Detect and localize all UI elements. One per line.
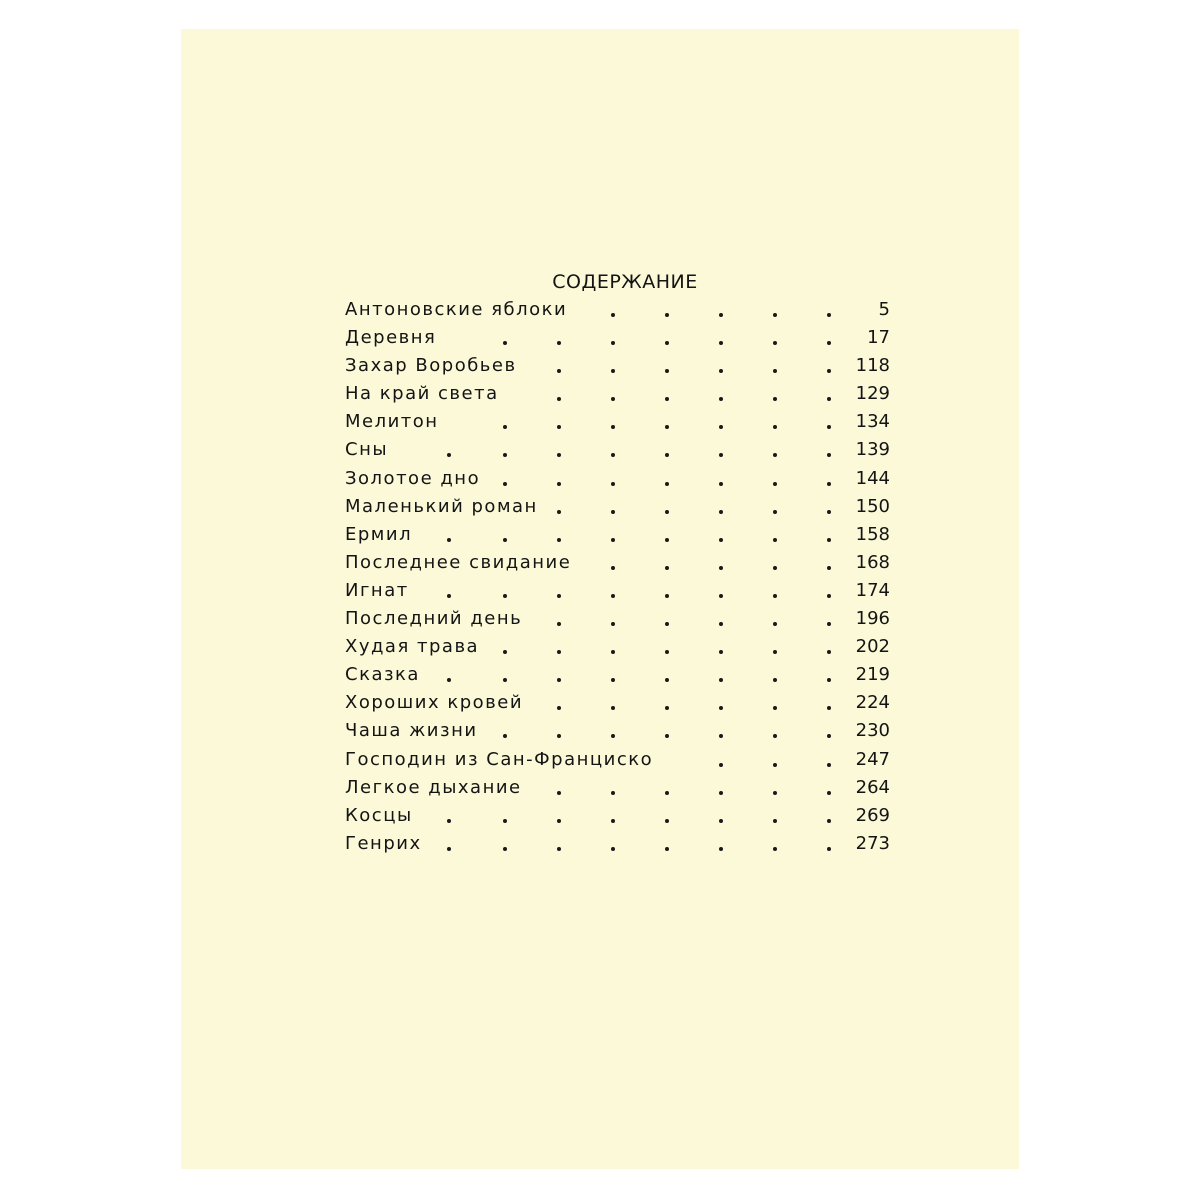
leader-dot (827, 453, 831, 457)
leader-dot (557, 847, 561, 851)
leader-dot (503, 482, 507, 486)
entry-title: Ермил (345, 523, 413, 545)
leader-dot (503, 847, 507, 851)
leader-dot (773, 397, 777, 401)
toc-entry (345, 493, 890, 521)
entry-page-number: 264 (855, 776, 890, 798)
leader-dot (773, 538, 777, 542)
leader-dot (827, 369, 831, 373)
leader-dot (665, 734, 669, 738)
leader-dot (827, 425, 831, 429)
entry-title: Захар Воробьев (345, 355, 517, 377)
leader-dot (557, 538, 561, 542)
leader-dot (719, 313, 723, 317)
entry-page-number: 230 (855, 720, 890, 742)
entry-page-number: 174 (855, 579, 890, 601)
leader-dot (827, 819, 831, 823)
leader-dot (503, 538, 507, 542)
leader-dot (447, 847, 451, 851)
leader-dot (611, 734, 615, 738)
entry-title: Легкое дыхание (345, 776, 522, 798)
toc-entry (345, 605, 890, 633)
leader-dot (719, 566, 723, 570)
leader-dot (665, 510, 669, 514)
leader-dot (557, 510, 561, 514)
entry-title: Чаша жизни (345, 720, 478, 742)
leader-dot (827, 706, 831, 710)
leader-dot (503, 425, 507, 429)
entry-title: Золотое дно (345, 467, 481, 489)
toc-entry (345, 689, 890, 717)
leader-dot (611, 819, 615, 823)
leader-dot (665, 706, 669, 710)
entry-page-number: 158 (855, 523, 890, 545)
leader-dot (719, 650, 723, 654)
entry-title: Маленький роман (345, 495, 538, 517)
leader-dot (503, 734, 507, 738)
leader-dot (557, 341, 561, 345)
toc-entry (345, 802, 890, 830)
leader-dot (773, 566, 777, 570)
entry-title: Сказка (345, 664, 420, 686)
leader-dot (773, 622, 777, 626)
leader-dot (665, 482, 669, 486)
leader-dot (557, 482, 561, 486)
entry-page-number: 219 (855, 664, 890, 686)
leader-dot (773, 453, 777, 457)
leader-dot (557, 734, 561, 738)
leader-dot (773, 650, 777, 654)
leader-dot (773, 594, 777, 598)
entry-page-number: 134 (855, 411, 890, 433)
toc-entry (345, 661, 890, 689)
leader-dot (611, 369, 615, 373)
leader-dot (665, 819, 669, 823)
leader-dot (773, 425, 777, 429)
leader-dot (611, 678, 615, 682)
dot-leader (345, 577, 840, 605)
entry-title: На край света (345, 383, 499, 405)
leader-dot (827, 763, 831, 767)
leader-dot (447, 594, 451, 598)
leader-dot (611, 313, 615, 317)
leader-dot (773, 482, 777, 486)
leader-dot (773, 678, 777, 682)
leader-dot (447, 819, 451, 823)
leader-dot (719, 706, 723, 710)
dot-leader (345, 521, 840, 549)
entry-page-number: 269 (855, 804, 890, 826)
leader-dot (773, 369, 777, 373)
entry-page-number: 150 (855, 495, 890, 517)
leader-dot (719, 425, 723, 429)
leader-dot (827, 678, 831, 682)
leader-dot (611, 594, 615, 598)
entry-page-number: 196 (855, 608, 890, 630)
leader-dot (557, 650, 561, 654)
entry-page-number: 224 (855, 692, 890, 714)
leader-dot (665, 594, 669, 598)
leader-dot (611, 847, 615, 851)
entry-title: Хороших кровей (345, 692, 524, 714)
entry-page-number: 129 (855, 383, 890, 405)
leader-dot (557, 425, 561, 429)
leader-dot (557, 791, 561, 795)
entry-page-number: 139 (855, 439, 890, 461)
leader-dot (773, 847, 777, 851)
leader-dot (719, 678, 723, 682)
leader-dot (503, 678, 507, 682)
leader-dot (665, 678, 669, 682)
leader-dot (665, 791, 669, 795)
leader-dot (719, 482, 723, 486)
leader-dot (827, 791, 831, 795)
leader-dot (447, 453, 451, 457)
leader-dot (665, 566, 669, 570)
leader-dot (719, 594, 723, 598)
leader-dot (503, 594, 507, 598)
toc-entry (345, 324, 890, 352)
entry-page-number: 273 (855, 832, 890, 854)
entry-title: Господин из Сан-Франциско (345, 748, 654, 770)
entry-page-number: 168 (855, 551, 890, 573)
entry-title: Сны (345, 439, 389, 461)
leader-dot (665, 538, 669, 542)
leader-dot (827, 538, 831, 542)
leader-dot (665, 369, 669, 373)
leader-dot (611, 341, 615, 345)
leader-dot (611, 482, 615, 486)
leader-dot (503, 453, 507, 457)
dot-leader (345, 436, 840, 464)
leader-dot (827, 847, 831, 851)
leader-dot (503, 341, 507, 345)
leader-dot (557, 594, 561, 598)
leader-dot (557, 397, 561, 401)
entry-page-number: 247 (855, 748, 890, 770)
leader-dot (773, 819, 777, 823)
toc-entry (345, 549, 890, 577)
leader-dot (719, 369, 723, 373)
leader-dot (773, 791, 777, 795)
leader-dot (719, 847, 723, 851)
leader-dot (665, 622, 669, 626)
leader-dot (611, 791, 615, 795)
entry-title: Косцы (345, 804, 413, 826)
leader-dot (827, 341, 831, 345)
leader-dot (719, 734, 723, 738)
leader-dot (557, 369, 561, 373)
leader-dot (557, 819, 561, 823)
leader-dot (827, 510, 831, 514)
entry-page-number: 5 (878, 299, 890, 320)
leader-dot (719, 397, 723, 401)
toc-entry (345, 746, 890, 774)
toc-entry (345, 352, 890, 380)
leader-dot (773, 763, 777, 767)
leader-dot (719, 791, 723, 795)
toc-entry (345, 296, 890, 324)
entry-page-number: 144 (855, 467, 890, 489)
leader-dot (611, 397, 615, 401)
leader-dot (447, 538, 451, 542)
leader-dot (773, 510, 777, 514)
entry-title: Деревня (345, 327, 437, 349)
leader-dot (827, 594, 831, 598)
entry-title: Мелитон (345, 411, 439, 433)
leader-dot (611, 622, 615, 626)
leader-dot (665, 313, 669, 317)
leader-dot (557, 453, 561, 457)
leader-dot (503, 650, 507, 654)
entry-title: Худая трава (345, 636, 480, 658)
leader-dot (611, 425, 615, 429)
leader-dot (719, 622, 723, 626)
leader-dot (827, 482, 831, 486)
toc-entry (345, 436, 890, 464)
leader-dot (719, 510, 723, 514)
toc-entry (345, 717, 890, 745)
leader-dot (827, 622, 831, 626)
leader-dot (773, 734, 777, 738)
leader-dot (611, 650, 615, 654)
leader-dot (827, 650, 831, 654)
leader-dot (827, 397, 831, 401)
leader-dot (827, 313, 831, 317)
book-page (181, 29, 1019, 1169)
entry-page-number: 118 (855, 355, 890, 377)
toc-entry (345, 521, 890, 549)
leader-dot (557, 678, 561, 682)
leader-dot (447, 678, 451, 682)
entry-page-number: 17 (867, 327, 890, 349)
entry-title: Антоновские яблоки (345, 299, 568, 320)
entry-page-number: 202 (855, 636, 890, 658)
leader-dot (827, 566, 831, 570)
leader-dot (827, 734, 831, 738)
leader-dot (503, 819, 507, 823)
leader-dot (719, 453, 723, 457)
table-of-contents (345, 296, 890, 858)
dot-leader (345, 802, 840, 830)
entry-title: Последний день (345, 608, 523, 630)
toc-entry (345, 408, 890, 436)
leader-dot (665, 453, 669, 457)
leader-dot (719, 819, 723, 823)
entry-title: Игнат (345, 579, 409, 601)
toc-entry (345, 465, 890, 493)
leader-dot (611, 510, 615, 514)
toc-entry (345, 830, 890, 858)
leader-dot (665, 397, 669, 401)
leader-dot (665, 650, 669, 654)
toc-entry (345, 380, 890, 408)
leader-dot (557, 622, 561, 626)
leader-dot (773, 706, 777, 710)
leader-dot (719, 763, 723, 767)
leader-dot (557, 706, 561, 710)
leader-dot (611, 453, 615, 457)
leader-dot (611, 706, 615, 710)
leader-dot (665, 425, 669, 429)
toc-entry (345, 633, 890, 661)
toc-entry (345, 774, 890, 802)
leader-dot (719, 341, 723, 345)
leader-dot (773, 313, 777, 317)
entry-title: Генрих (345, 832, 422, 854)
toc-entry (345, 577, 890, 605)
entry-title: Последнее свидание (345, 551, 572, 573)
leader-dot (611, 566, 615, 570)
leader-dot (773, 341, 777, 345)
leader-dot (665, 847, 669, 851)
page-title: СОДЕРЖАНИЕ (552, 271, 698, 293)
leader-dot (611, 538, 615, 542)
leader-dot (719, 538, 723, 542)
leader-dot (665, 341, 669, 345)
